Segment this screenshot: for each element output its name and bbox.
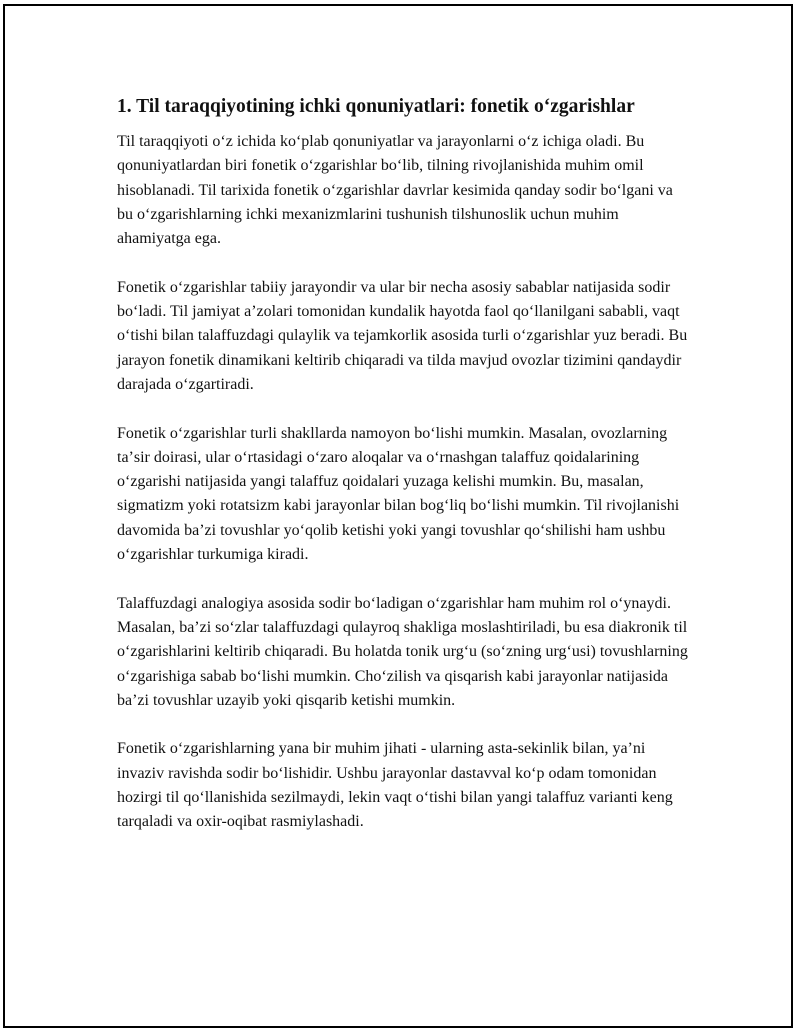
paragraph-5: Fonetik oʻzgarishlarning yana bir muhim jihati - ularning asta-sekinlik bilan, yaʼni invaziv ravishda sodir boʻlishidir. Ushbu jarayonlar dastavval koʻp odam tomonidan hozirgi til qoʻllanishida sezilmaydi, lekin vaqt oʻtishi bilan yangi talaffuz varianti keng tarqaladi va oxir-oqibat rasmiylashadi. — [117, 740, 673, 831]
paragraph-4: Talaffuzdagi analogiya asosida sodir boʻladigan oʻzgarishlar ham muhim rol oʻynaydi. Masalan, baʼzi soʻzlar talaffuzdagi qulayroq shakliga moslashtiriladi, bu esa diakronik til oʻzgarishlarini keltirib chiqaradi. Bu holatda tonik urgʻu (soʻzning urgʻusi) tovushlarning oʻzgarishiga sabab boʻlishi mumkin. Choʻzilish va qisqarish kabi jarayonlar natijasida baʼzi tovushlar uzayib yoki qisqarib ketishi mumkin. — [117, 594, 688, 709]
document-title: 1. Til taraqqiyotining ichki qonuniyatlari: fonetik oʻzgarishlar — [117, 96, 635, 117]
document-body — [117, 94, 692, 859]
paragraph-2: Fonetik oʻzgarishlar tabiiy jarayondir va ular bir necha asosiy sabablar natijasida sodir boʻladi. Til jamiyat aʼzolari tomonidan kundalik hayotda faol qoʻllanilgani sababli, vaqt oʻtishi bilan talaffuzdagi qulaylik va tejamkorlik asosida turli oʻzgarishlar yuz beradi. Bu jarayon fonetik dinamikani keltirib chiqaradi va tilda mavjud ovozlar tizimini qandaydir darajada oʻzgartiradi. — [117, 278, 688, 393]
paragraph-1: Til taraqqiyoti oʻz ichida koʻplab qonuniyatlar va jarayonlarni oʻz ichiga oladi. Bu qonuniyatlardan biri fonetik oʻzgarishlar boʻlib, tilning rivojlanishida muhim omil hisoblanadi. Til tarixida fonetik oʻzgarishlar davrlar kesimida qanday sodir boʻlgani va bu oʻzgarishlarning ichki mexanizmlarini tushunish tilshunoslik uchun muhim ahamiyatga ega. — [117, 133, 673, 248]
paragraph-3: Fonetik oʻzgarishlar turli shakllarda namoyon boʻlishi mumkin. Masalan, ovozlarning taʼsir doirasi, ular oʻrtasidagi oʻzaro aloqalar va oʻrnashgan talaffuz qoidalarining oʻzgarishi natijasida yangi talaffuz qoidalari yuzaga kelishi mumkin. Bu, masalan, sigmatizm yoki rotatsizm kabi jarayonlar bilan bogʻliq boʻlishi mumkin. Til rivojlanishi davomida baʼzi tovushlar yoʻqolib ketishi yoki yangi tovushlar qoʻshilishi ham ushbu oʻzgarishlar turkumiga kiradi. — [117, 424, 680, 564]
